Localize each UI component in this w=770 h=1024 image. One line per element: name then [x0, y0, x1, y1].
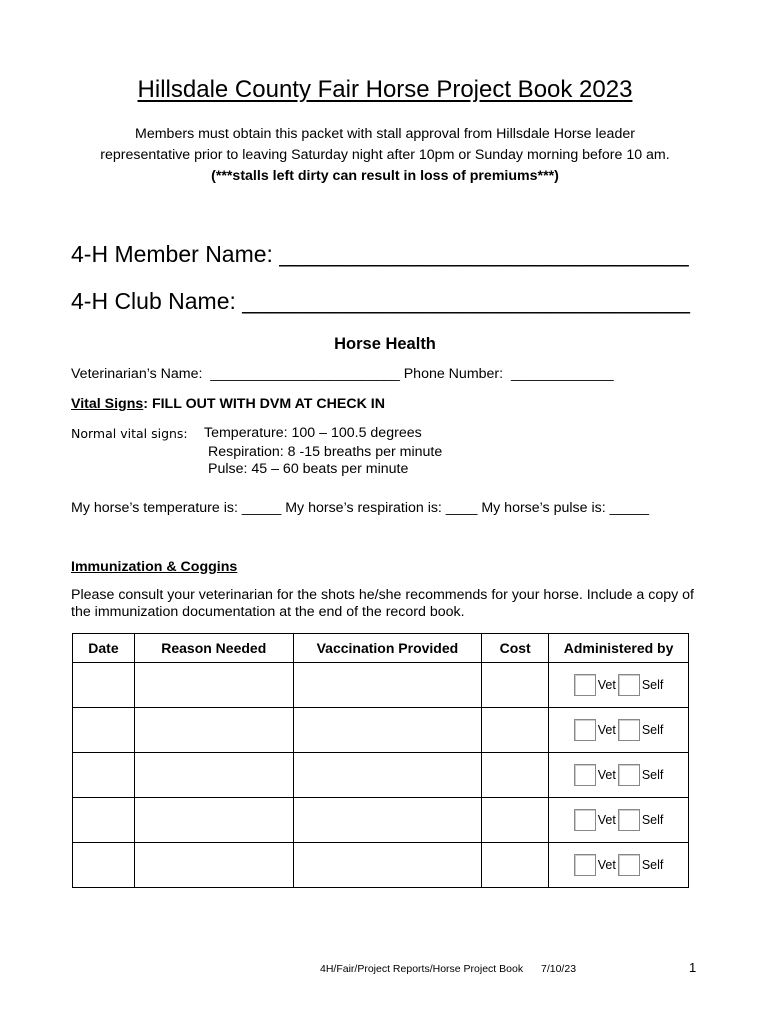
vet-checkbox[interactable]: [574, 674, 596, 696]
col-administered-by: Administered by: [549, 634, 689, 663]
vital-signs-title: Vital Signs: [71, 396, 144, 412]
intro-line-1: Members must obtain this packet with stall approval from Hillsdale Horse leader: [135, 126, 635, 142]
self-checkbox[interactable]: [618, 674, 640, 696]
col-cost: Cost: [482, 634, 549, 663]
table-row: [73, 663, 689, 708]
reason-cell[interactable]: [134, 843, 293, 888]
cost-cell[interactable]: [482, 663, 549, 708]
footer-date: 7/10/23: [541, 963, 577, 975]
club-name-field[interactable]: 4-H Club Name: ___________________________________: [71, 288, 690, 314]
member-name-field[interactable]: 4-H Member Name: ________________________________: [71, 241, 689, 267]
stall-warning: (***stalls left dirty can result in loss of premiums***): [211, 168, 559, 184]
vet-checkbox[interactable]: [574, 719, 596, 741]
normal-temperature: Temperature: 100 – 100.5 degrees: [204, 425, 422, 441]
date-cell[interactable]: [73, 708, 135, 753]
immunization-heading: Immunization & Coggins: [71, 559, 238, 575]
cost-cell[interactable]: [482, 798, 549, 843]
date-cell[interactable]: [73, 663, 135, 708]
vet-name-field[interactable]: ________________________: [210, 366, 400, 382]
date-cell[interactable]: [73, 798, 135, 843]
reason-cell[interactable]: [134, 708, 293, 753]
table-row: [73, 843, 689, 888]
self-label: Self: [641, 858, 664, 872]
vital-signs-heading: [71, 396, 385, 412]
col-date: Date: [73, 634, 135, 663]
normal-vitals-label: Normal vital signs:: [71, 426, 188, 441]
phone-field[interactable]: _____________: [511, 366, 614, 382]
vet-checkbox[interactable]: [574, 764, 596, 786]
self-checkbox[interactable]: [618, 809, 640, 831]
self-label: Self: [641, 723, 664, 737]
my-horse-vitals-line[interactable]: My horse’s temperature is: _____ My horse’s respiration is: ____ My horse’s pulse is: _____: [71, 500, 650, 516]
vet-label: Vet: [597, 813, 616, 827]
immunization-instructions-1: Please consult your veterinarian for the shots he/she recommends for your horse. Include a copy of: [71, 587, 695, 603]
page-title: Hillsdale County Fair Horse Project Book 2023: [137, 76, 633, 103]
administered-cell: [549, 663, 689, 708]
vet-label: Vet: [597, 768, 616, 782]
cost-cell[interactable]: [482, 708, 549, 753]
self-checkbox[interactable]: [618, 854, 640, 876]
vet-name-label: Veterinarian’s Name:: [71, 366, 203, 382]
vaccination-cell[interactable]: [293, 663, 482, 708]
vaccination-cell[interactable]: [293, 753, 482, 798]
vaccination-cell[interactable]: [293, 708, 482, 753]
administered-cell: [549, 798, 689, 843]
self-label: Self: [641, 768, 664, 782]
table-header-row: [73, 634, 689, 663]
footer-path: 4H/Fair/Project Reports/Horse Project Book: [320, 963, 524, 975]
col-reason-needed: Reason Needed: [134, 634, 293, 663]
normal-respiration: Respiration: 8 -15 breaths per minute: [208, 444, 443, 460]
self-label: Self: [641, 678, 664, 692]
vet-label: Vet: [597, 723, 616, 737]
phone-label: Phone Number:: [403, 366, 504, 382]
table-row: [73, 798, 689, 843]
vet-checkbox[interactable]: [574, 854, 596, 876]
date-cell[interactable]: [73, 753, 135, 798]
vet-checkbox[interactable]: [574, 809, 596, 831]
table-row: [73, 708, 689, 753]
administered-cell: [549, 708, 689, 753]
self-label: Self: [641, 813, 664, 827]
reason-cell[interactable]: [134, 753, 293, 798]
vital-signs-instruction: : FILL OUT WITH DVM AT CHECK IN: [143, 396, 385, 412]
cost-cell[interactable]: [482, 753, 549, 798]
horse-health-heading: Horse Health: [334, 335, 436, 353]
table-row: [73, 753, 689, 798]
immunization-table: [72, 633, 689, 888]
reason-cell[interactable]: [134, 663, 293, 708]
reason-cell[interactable]: [134, 798, 293, 843]
administered-cell: [549, 843, 689, 888]
immunization-instructions-2: the immunization documentation at the end of the record book.: [71, 604, 465, 620]
administered-cell: [549, 753, 689, 798]
intro-line-2: representative prior to leaving Saturday night after 10pm or Sunday morning before 10 am.: [100, 147, 670, 163]
self-checkbox[interactable]: [618, 719, 640, 741]
vet-label: Vet: [597, 858, 616, 872]
vet-label: Vet: [597, 678, 616, 692]
page-number: 1: [689, 960, 697, 975]
col-vaccination-provided: Vaccination Provided: [293, 634, 482, 663]
vet-info-line: [71, 366, 614, 382]
self-checkbox[interactable]: [618, 764, 640, 786]
vaccination-cell[interactable]: [293, 798, 482, 843]
normal-pulse: Pulse: 45 – 60 beats per minute: [208, 461, 409, 477]
vaccination-cell[interactable]: [293, 843, 482, 888]
cost-cell[interactable]: [482, 843, 549, 888]
date-cell[interactable]: [73, 843, 135, 888]
